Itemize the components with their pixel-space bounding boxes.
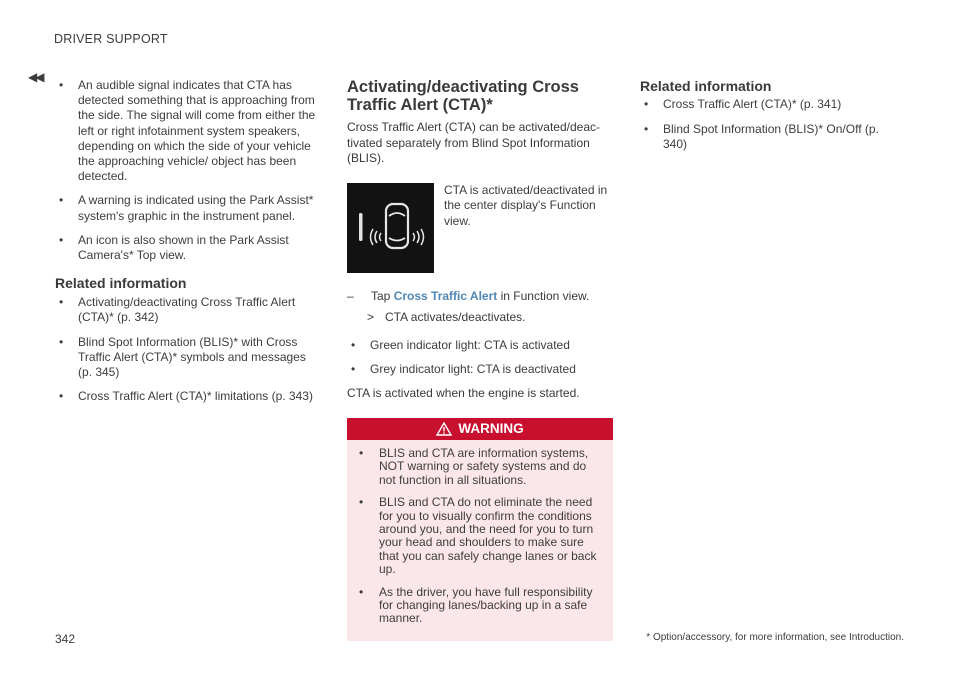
- section-header: DRIVER SUPPORT: [54, 32, 168, 46]
- warning-list: [355, 447, 603, 626]
- left-column: [55, 78, 323, 413]
- page-number: 342: [55, 632, 76, 646]
- related-info-heading: Related information: [55, 275, 187, 292]
- figure-caption: CTA is activated/deactivated in the center display's Function view.: [444, 182, 608, 228]
- list-item: • Grey indicator light: CTA is deactivated: [351, 361, 576, 376]
- related-link[interactable]: • Activating/deactivating Cross Traffic Alert (CTA)* (p. 342): [59, 295, 296, 325]
- related-link[interactable]: • Cross Traffic Alert (CTA)* (p. 341): [644, 97, 842, 111]
- cross-traffic-alert-button[interactable]: Cross Traffic Alert: [393, 288, 498, 303]
- warning-triangle-icon: [436, 422, 452, 436]
- related-link[interactable]: • Blind Spot Information (BLIS)* On/Off (p. 340): [644, 122, 879, 152]
- middle-column: [347, 78, 613, 641]
- list-item: • BLIS and CTA are information systems, NOT warning or safety systems and do not function in all situations.: [359, 445, 589, 487]
- related-info-heading: Related information: [640, 78, 772, 94]
- indicator-list: [347, 338, 613, 377]
- page-title: Activating/deactivating Cross Traffic Alert (CTA)*: [347, 78, 579, 114]
- step-result: > CTA activates/deactivates.: [367, 309, 526, 324]
- function-figure: [347, 183, 613, 273]
- related-links: [55, 295, 323, 404]
- list-item: • An icon is also shown in the Park Assist Camera's* Top view.: [59, 232, 289, 263]
- related-links: [640, 97, 890, 153]
- list-item: • A warning is indicated using the Park Assist* system's graphic in the instrument panel.: [59, 193, 314, 223]
- related-link[interactable]: • Blind Spot Information (BLIS)* with Cross Traffic Alert (CTA)* symbols and messages (p. 345): [59, 334, 306, 380]
- activation-note: CTA is activated when the engine is started.: [347, 385, 580, 400]
- warning-body: [347, 440, 613, 641]
- warning-box: [347, 418, 613, 641]
- footnote: * Option/accessory, for more information, see Introduction.: [646, 632, 904, 643]
- info-bullet-list: [55, 78, 323, 263]
- list-item: • As the driver, you have full responsibility for changing lanes/backing up in a safe manner.: [359, 584, 593, 626]
- list-item: • An audible signal indicates that CTA has detected something that is approaching from the side. The signal will come from either the left or right infotainment system speakers, depending on which the side of your vehicle the approaching vehicle/ object has been detected.: [59, 78, 316, 184]
- right-column: [640, 78, 890, 163]
- nav-back-icon[interactable]: ◀◀: [28, 70, 43, 84]
- related-link[interactable]: • Cross Traffic Alert (CTA)* limitations (p. 343): [59, 389, 313, 404]
- step-instruction: – Tap Cross Traffic Alert in Function view.: [347, 288, 590, 303]
- cta-car-icon: [347, 183, 434, 273]
- warning-header: WARNING: [347, 418, 613, 440]
- list-item: • BLIS and CTA do not eliminate the need for you to visually confirm the conditions around you, and the need for you to turn your head and shoulders to make sure that you can safely change lanes or back up.: [359, 495, 597, 577]
- intro-text: Cross Traffic Alert (CTA) can be activated/deac-tivated separately from Blind Spot Information (BLIS).: [347, 120, 600, 165]
- list-item: • Green indicator light: CTA is activated: [351, 337, 570, 352]
